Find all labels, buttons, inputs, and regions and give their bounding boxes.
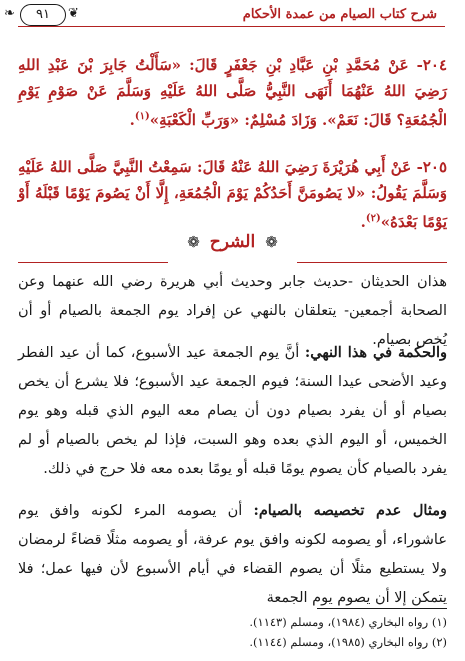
footnote-1: (١) رواه البخاري (١٩٨٤)، ومسلم (١١٤٣).: [249, 615, 447, 629]
hadith-204-text: ٢٠٤- عَنْ مُحَمَّدِ بْنِ عَبَّادِ بْنِ جَعْفَرٍ قَالَ: «سَأَلْتُ جَابِرَ بْنَ عَبْدِ اللهِ رَضِيَ اللهُ عَنْهُمَا أَنَهَى النَّبِيُّ صَلَّى اللهُ عَلَيْهِ وَسَلَّمَ عَنْ صَوْمِ يَوْمِ الْجُمُعَةِ؟ قَالَ: نَعَمْ». وَزَادَ مُسْلِمٌ: «وَرَبِّ الْكَعْبَةِ»: [18, 56, 447, 129]
hadith-205: ٢٠٥- عَنْ أَبِي هُرَيْرَةَ رَضِيَ اللهُ عَنْهُ قَالَ: سَمِعْتُ النَّبِيَّ صَلَّى اللهُ عَلَيْهِ وَسَلَّمَ يَقُولُ: «لا يَصُومَنَّ أَحَدُكُمْ يَوْمَ الْجُمُعَةِ، إِلَّا أَنْ يَصُومَ يَوْمًا قَبْلَهُ أَوْ يَوْمًا بَعْدَهُ»$^{(٢)}$.: [18, 158, 447, 231]
footnote-ref-1: (١): [134, 111, 150, 122]
paragraph-wisdom: [18, 338, 447, 484]
section-title: الشرح: [209, 232, 256, 252]
footnote-2: (٢) رواه البخاري (١٩٨٥)، ومسلم (١١٤٤).: [249, 635, 447, 649]
ornament-icon: ❦: [68, 6, 79, 21]
ornament-icon: ❧: [4, 6, 15, 21]
paragraph-example: [18, 496, 447, 613]
paragraph-example-text: أن يصومه المرء لكونه وافق يوم عاشوراء، أو يصومه لكونه وافق يوم عرفة، أو يصومه مثلًا قضاءً لرمضان ولا يستطيع مثلًا أن يصوم القضاء في أيام الأسبوع لأن فيها عمل؛ فلا يتمكن إلا أن يصوم يوم الجمعة: [18, 503, 447, 606]
section-heading: [0, 232, 465, 258]
footnote-ref-2: (٢): [365, 213, 381, 224]
footnote-rule: [317, 608, 447, 609]
footnotes: [18, 612, 447, 652]
paragraph-wisdom-heading: والحكمة في هذا النهي:: [304, 344, 447, 361]
page-header: [0, 0, 465, 34]
paragraph-wisdom-text: أنَّ يوم الجمعة عيد الأسبوع، كما أن عيد الفطر وعيد الأضحى عيدا السنة؛ فيوم الجمعة عيد الأسبوع؛ فلا يشرع أن يخص بصيام أو أن يفرد بصيام دون أن يصام معه اليوم الذي قبله وهو يوم الخميس، أو اليوم الذي بعده وهو السبت، فإذا لم يخص بالصيام أو لم يفرد بالصيام كأن يصوم يومًا قبله أو يومًا بعده معه فلا حرج في ذلك.: [18, 345, 447, 477]
paragraph-intro: هذان الحديثان -حديث جابر وحديث أبي هريرة رضي الله عنهما وعن الصحابة أجمعين- يتعلقان بالنهي عن إفراد يوم الجمعة بالصيام أو أن يُخص بصيام.: [18, 274, 447, 348]
ornament-icon: ❁: [265, 233, 278, 251]
header-rule: [18, 26, 445, 27]
running-title: شرح كتاب الصيام من عمدة الأحكام: [242, 7, 437, 22]
page-number: ٩١: [20, 4, 66, 26]
section-rule-right: [297, 262, 447, 263]
ornament-icon: ❁: [187, 233, 200, 251]
paragraph-example-heading: ومثال عدم تخصيصه بالصيام:: [253, 502, 447, 519]
section-rule-left: [18, 262, 168, 263]
hadith-205-text: ٢٠٥- عَنْ أَبِي هُرَيْرَةَ رَضِيَ اللهُ عَنْهُ قَالَ: سَمِعْتُ النَّبِيَّ صَلَّى اللهُ عَلَيْهِ وَسَلَّمَ يَقُولُ: «لا يَصُومَنَّ أَحَدُكُمْ يَوْمَ الْجُمُعَةِ، إِلَّا أَنْ يَصُومَ يَوْمًا قَبْلَهُ أَوْ يَوْمًا بَعْدَهُ»: [18, 158, 447, 231]
hadith-204: ٢٠٤- عَنْ مُحَمَّدِ بْنِ عَبَّادِ بْنِ جَعْفَرٍ قَالَ: «سَأَلْتُ جَابِرَ بْنَ عَبْدِ اللهِ رَضِيَ اللهُ عَنْهُمَا أَنَهَى النَّبِيُّ صَلَّى اللهُ عَلَيْهِ وَسَلَّمَ عَنْ صَوْمِ يَوْمِ الْجُمُعَةِ؟ قَالَ: نَعَمْ». وَزَادَ مُسْلِمٌ: «وَرَبِّ الْكَعْبَةِ»$^{(١)}$.: [18, 56, 447, 129]
